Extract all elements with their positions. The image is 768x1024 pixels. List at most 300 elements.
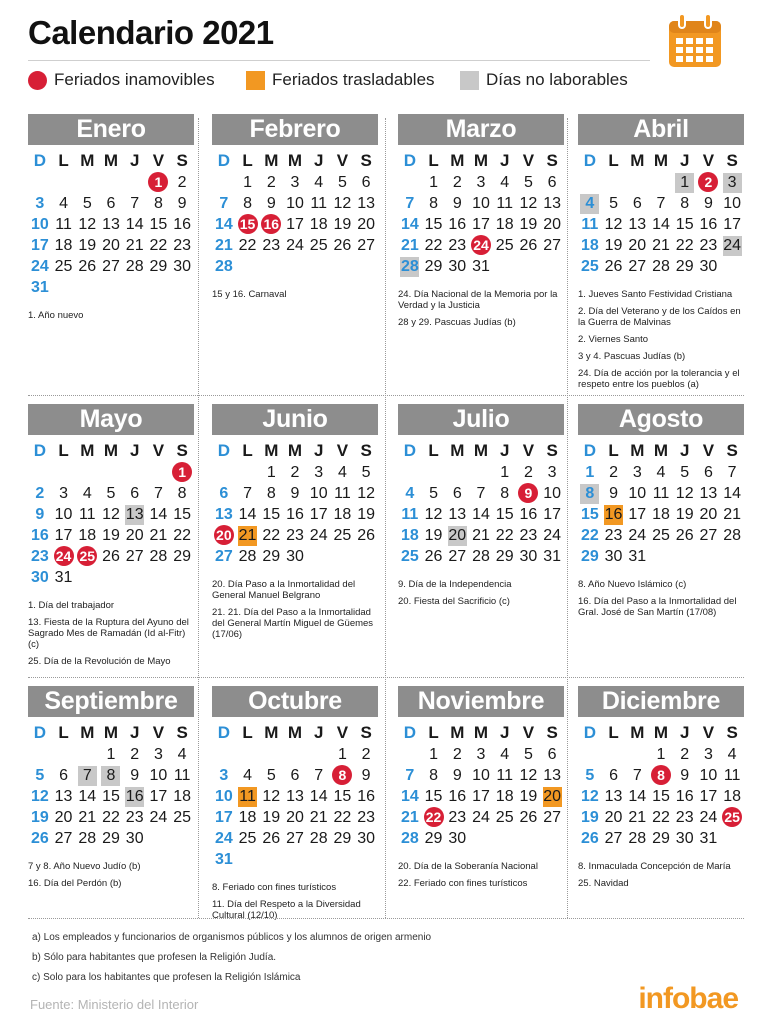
day-cell: 23: [448, 809, 467, 826]
day-cell: 18: [400, 527, 419, 544]
day-cell: 11: [334, 485, 351, 502]
holiday-notes: [578, 861, 744, 889]
day-cell: 24: [309, 527, 328, 544]
day-cell: 20: [543, 788, 562, 805]
day-cell: 29: [580, 548, 599, 565]
empty-day-cell: [422, 462, 446, 483]
day-cell: 20: [699, 506, 718, 523]
month-title: Marzo: [398, 114, 564, 145]
day-cell: 6: [219, 485, 229, 502]
day-cell: 26: [675, 527, 694, 544]
day-cell: 30: [699, 258, 718, 275]
weekday-label: J: [313, 723, 324, 742]
weekday-label: S: [546, 723, 558, 742]
weekday-label: M: [450, 151, 465, 170]
empty-day-cell: [52, 462, 76, 483]
day-cell: 9: [609, 485, 619, 502]
day-cell: 13: [125, 506, 144, 523]
day-cell: 9: [266, 195, 276, 212]
day-cell: 15: [262, 506, 281, 523]
month-title: Mayo: [28, 404, 194, 435]
day-cell: 14: [238, 506, 257, 523]
empty-day-cell: [517, 828, 541, 849]
empty-day-cell: [720, 828, 744, 849]
day-cell: 5: [106, 485, 116, 502]
day-cell: 28: [214, 258, 233, 275]
holiday-note: 8. Año Nuevo Islámico (c): [578, 579, 687, 590]
day-cell: 22: [149, 237, 168, 254]
holiday-notes: [398, 579, 564, 607]
column-divider: [198, 118, 199, 918]
day-cell: 7: [153, 485, 163, 502]
week-row: [28, 807, 194, 828]
day-cell: 10: [699, 767, 718, 784]
empty-day-cell: [307, 849, 331, 870]
empty-day-cell: [236, 256, 260, 277]
day-cell: 31: [699, 830, 718, 847]
day-cell: 4: [727, 746, 737, 763]
day-cell: 24: [472, 809, 490, 826]
day-cell: 23: [286, 527, 304, 544]
weekday-label: M: [264, 441, 279, 460]
day-cell: 23: [604, 527, 623, 544]
empty-day-cell: [170, 277, 194, 298]
day-cell: 15: [236, 214, 260, 235]
week-row: [578, 786, 744, 807]
weekday-label: D: [217, 723, 230, 742]
holiday-note: 24. Día de acción por la tolerancia y el respeto entre los pueblos (a): [578, 368, 740, 390]
day-cell: 27: [357, 237, 376, 254]
day-cell: 20: [543, 216, 562, 233]
week-row: [398, 256, 564, 277]
empty-day-cell: [697, 546, 721, 567]
calendar-icon: [664, 10, 726, 72]
weekday-label: S: [176, 151, 188, 170]
weekday-label: J: [129, 441, 140, 460]
weekday-label: L: [608, 723, 619, 742]
day-cell: 3: [703, 746, 713, 763]
weekday-label: D: [33, 151, 46, 170]
weekday-label: L: [608, 151, 619, 170]
day-cell: 3: [219, 767, 229, 784]
empty-day-cell: [212, 462, 236, 483]
day-cell: 16: [675, 788, 694, 805]
day-cell: 9: [130, 767, 140, 784]
day-cell: 29: [102, 830, 120, 847]
day-cell: 6: [106, 195, 116, 212]
day-cell: 28: [78, 830, 97, 847]
day-cell: 6: [59, 767, 69, 784]
week-row: [578, 462, 744, 483]
day-cell: 17: [543, 506, 562, 523]
weekday-label: S: [546, 151, 558, 170]
day-cell: 12: [78, 216, 97, 233]
day-cell: 19: [357, 506, 376, 523]
holiday-notes: [212, 882, 378, 921]
day-cell: 22: [238, 237, 257, 254]
empty-day-cell: [578, 172, 602, 193]
weekday-label: V: [152, 441, 165, 460]
legend-item-no-laborables: [460, 70, 628, 90]
week-row: [578, 744, 744, 765]
empty-day-cell: [75, 172, 99, 193]
day-cell: 24: [286, 237, 304, 254]
day-cell: 24: [149, 809, 168, 826]
day-cell: 6: [452, 485, 462, 502]
day-cell: 27: [286, 830, 304, 847]
holiday-note: 24. Día Nacional de la Memoria por la Verdad y la Justicia: [398, 289, 558, 311]
red-circle-swatch: [28, 71, 47, 90]
day-cell: 20: [604, 809, 623, 826]
day-cell: 24: [469, 235, 493, 256]
day-cell: 17: [723, 216, 742, 233]
weekday-header: [212, 440, 378, 462]
weekday-label: J: [313, 151, 324, 170]
day-cell: 30: [675, 830, 694, 847]
weekday-header: [578, 440, 744, 462]
weekday-label: D: [33, 723, 46, 742]
weekday-label: D: [217, 151, 230, 170]
day-cell: 31: [54, 569, 73, 586]
day-cell: 10: [309, 485, 328, 502]
holiday-note: 20. Día Paso a la Inmortalidad del General Manuel Belgrano: [212, 579, 356, 601]
day-cell: 21: [238, 527, 257, 544]
weekday-label: M: [103, 723, 119, 742]
empty-day-cell: [540, 256, 564, 277]
day-cell: 16: [286, 506, 304, 523]
day-cell: 24: [52, 546, 76, 567]
empty-day-cell: [445, 462, 469, 483]
holiday-notes: [398, 861, 564, 889]
day-cell: 1: [266, 464, 276, 481]
day-cell: 7: [243, 485, 253, 502]
empty-day-cell: [673, 546, 697, 567]
day-cell: 23: [125, 809, 144, 826]
day-cell: 21: [149, 527, 168, 544]
day-cell: 3: [547, 464, 557, 481]
week-row: [212, 807, 378, 828]
day-cell: 16: [448, 216, 467, 233]
empty-day-cell: [331, 256, 355, 277]
weekday-label: M: [80, 441, 95, 460]
weekday-label: M: [264, 151, 279, 170]
week-row: [212, 193, 378, 214]
day-cell: 3: [59, 485, 69, 502]
day-cell: 27: [604, 830, 623, 847]
day-cell: 12: [357, 485, 376, 502]
day-cell: 30: [286, 548, 304, 565]
day-cell: 4: [656, 464, 666, 481]
empty-day-cell: [625, 172, 649, 193]
weekday-label: S: [176, 441, 188, 460]
footnote: c) Solo para los habitantes que profesen la Religión Islámica: [32, 972, 301, 983]
day-cell: 25: [720, 807, 744, 828]
weekday-label: V: [702, 723, 715, 742]
day-cell: 21: [652, 237, 670, 254]
day-cell: 28: [628, 830, 647, 847]
weekday-label: V: [522, 441, 535, 460]
weekday-label: M: [450, 441, 465, 460]
day-cell: 2: [130, 746, 140, 763]
day-cell: 1: [429, 174, 439, 191]
day-cell: 19: [580, 809, 599, 826]
day-cell: 14: [78, 788, 97, 805]
empty-day-cell: [578, 744, 602, 765]
holiday-note: 9. Día de la Independencia: [398, 579, 512, 590]
day-cell: 6: [703, 464, 713, 481]
holiday-note: 16. Día del Paso a la Inmortalidad del Gral. José de San Martín (17/08): [578, 596, 737, 618]
empty-day-cell: [212, 172, 236, 193]
day-cell: 3: [290, 174, 300, 191]
weekday-label: J: [129, 151, 140, 170]
day-cell: 18: [495, 788, 514, 805]
weekday-label: M: [80, 723, 95, 742]
weekday-label: V: [336, 723, 349, 742]
day-cell: 9: [361, 767, 371, 784]
weekday-label: D: [403, 151, 416, 170]
day-cell: 31: [30, 279, 49, 296]
weekday-header: [212, 150, 378, 172]
empty-day-cell: [517, 256, 541, 277]
empty-day-cell: [147, 277, 171, 298]
weekday-label: L: [58, 723, 69, 742]
weekday-label: M: [287, 441, 303, 460]
day-cell: 27: [543, 809, 562, 826]
day-cell: 27: [102, 258, 120, 275]
empty-day-cell: [398, 744, 422, 765]
day-cell: 9: [680, 767, 690, 784]
week-row: [398, 765, 564, 786]
week-row: [212, 483, 378, 504]
weekday-label: M: [630, 151, 645, 170]
day-cell: 13: [628, 216, 647, 233]
weekday-label: M: [653, 441, 669, 460]
day-cell: 23: [675, 809, 694, 826]
weekday-label: S: [176, 723, 188, 742]
day-cell: 10: [214, 788, 233, 805]
month-marzo: [398, 114, 564, 334]
week-row: [28, 546, 194, 567]
day-cell: 19: [333, 216, 352, 233]
day-cell: 24: [214, 830, 233, 847]
day-cell: 4: [59, 195, 69, 212]
empty-day-cell: [28, 462, 52, 483]
day-cell: 21: [723, 506, 742, 523]
day-cell: 14: [652, 216, 670, 233]
weekday-label: S: [546, 441, 558, 460]
day-cell: 5: [585, 767, 595, 784]
day-cell: 22: [495, 527, 514, 544]
week-row: [398, 235, 564, 256]
day-cell: 10: [472, 767, 490, 784]
week-row: [398, 214, 564, 235]
holiday-notes: [28, 310, 194, 321]
empty-day-cell: [649, 546, 673, 567]
day-cell: 26: [262, 830, 281, 847]
weekday-label: V: [702, 151, 715, 170]
empty-day-cell: [28, 744, 52, 765]
weekday-label: M: [287, 151, 303, 170]
day-cell: 14: [125, 216, 144, 233]
day-cell: 16: [173, 216, 192, 233]
holiday-note: 2. Día del Veterano y de los Caídos en la Guerra de Malvinas: [578, 306, 741, 328]
day-cell: 11: [652, 485, 670, 502]
day-cell: 3: [476, 174, 486, 191]
day-cell: 26: [30, 830, 49, 847]
day-cell: 26: [78, 258, 97, 275]
orange-square-swatch: [246, 71, 265, 90]
day-cell: 15: [495, 506, 514, 523]
day-cell: 9: [452, 195, 462, 212]
day-cell: 30: [173, 258, 192, 275]
month-abril: [578, 114, 744, 396]
day-cell: 18: [54, 237, 73, 254]
day-cell: 5: [680, 464, 690, 481]
day-cell: 23: [448, 237, 467, 254]
holiday-note: 2. Viernes Santo: [578, 334, 649, 345]
holiday-notes: [28, 861, 194, 889]
day-cell: 15: [580, 506, 599, 523]
empty-day-cell: [99, 567, 123, 588]
day-cell: 9: [177, 195, 187, 212]
day-cell: 10: [543, 485, 562, 502]
day-cell: 31: [472, 258, 490, 275]
week-row: [578, 765, 744, 786]
day-cell: 2: [290, 464, 300, 481]
day-cell: 6: [609, 767, 619, 784]
week-row: [212, 172, 378, 193]
page-title: Calendario 2021: [28, 14, 274, 51]
day-cell: 17: [286, 216, 304, 233]
empty-day-cell: [236, 462, 260, 483]
day-cell: 31: [628, 548, 647, 565]
day-cell: 17: [699, 788, 718, 805]
legend-label: Feriados trasladables: [272, 70, 435, 89]
day-cell: 12: [519, 767, 538, 784]
week-row: [212, 525, 378, 546]
day-cell: 25: [495, 237, 514, 254]
week-row: [398, 193, 564, 214]
day-cell: 12: [604, 216, 623, 233]
week-row: [212, 504, 378, 525]
legend-item-inamovibles: [28, 70, 215, 90]
day-cell: 7: [219, 195, 229, 212]
holiday-note: 22. Feriado con fines turísticos: [398, 878, 528, 889]
empty-day-cell: [398, 462, 422, 483]
weekday-label: J: [499, 151, 510, 170]
row-divider: [28, 918, 744, 919]
weekday-label: D: [583, 151, 596, 170]
column-divider: [567, 118, 568, 918]
day-cell: 29: [149, 258, 168, 275]
day-cell: 4: [314, 174, 324, 191]
day-cell: 17: [54, 527, 73, 544]
day-cell: 11: [310, 195, 327, 212]
source-credit: Fuente: Ministerio del Interior: [30, 997, 199, 1012]
weekday-label: L: [242, 441, 253, 460]
empty-day-cell: [236, 849, 260, 870]
day-cell: 21: [628, 809, 647, 826]
day-cell: 19: [675, 506, 694, 523]
day-cell: 30: [519, 548, 538, 565]
day-cell: 2: [266, 174, 276, 191]
weekday-label: M: [103, 151, 119, 170]
day-cell: 7: [405, 195, 415, 212]
day-cell: 27: [543, 237, 562, 254]
month-julio: [398, 404, 564, 613]
weekday-label: M: [80, 151, 95, 170]
day-cell: 15: [333, 788, 352, 805]
day-cell: 7: [727, 464, 737, 481]
empty-day-cell: [52, 744, 76, 765]
day-cell: 20: [125, 527, 144, 544]
day-cell: 9: [703, 195, 713, 212]
week-row: [28, 277, 194, 298]
day-cell: 26: [519, 809, 538, 826]
weekday-header: [578, 722, 744, 744]
empty-day-cell: [283, 256, 307, 277]
day-cell: 8: [680, 195, 690, 212]
weekday-header: [28, 722, 194, 744]
day-cell: 23: [262, 237, 281, 254]
day-cell: 8: [500, 485, 510, 502]
day-cell: 12: [102, 506, 120, 523]
day-cell: 22: [424, 237, 443, 254]
day-cell: 3: [720, 172, 744, 193]
month-title: Septiembre: [28, 686, 194, 717]
day-cell: 12: [580, 788, 599, 805]
weekday-label: D: [583, 441, 596, 460]
month-febrero: [212, 114, 378, 306]
weekday-label: L: [242, 151, 253, 170]
legend-label: Días no laborables: [486, 70, 628, 89]
month-title: Febrero: [212, 114, 378, 145]
day-cell: 14: [214, 216, 233, 233]
holiday-note: 1. Jueves Santo Festividad Cristiana: [578, 289, 733, 300]
week-row: [398, 546, 564, 567]
day-cell: 8: [649, 765, 673, 786]
weekday-label: D: [583, 723, 596, 742]
day-cell: 12: [519, 195, 538, 212]
weekday-header: [398, 722, 564, 744]
weekday-label: M: [473, 723, 489, 742]
empty-day-cell: [283, 744, 307, 765]
empty-day-cell: [75, 567, 99, 588]
day-cell: 11: [401, 506, 419, 523]
month-title: Julio: [398, 404, 564, 435]
day-cell: 29: [652, 830, 670, 847]
holiday-note: 25. Día de la Revolución de Mayo: [28, 656, 171, 667]
holiday-note: 3 y 4. Pascuas Judías (b): [578, 351, 686, 362]
day-cell: 28: [238, 548, 257, 565]
day-cell: 30: [448, 830, 467, 847]
weekday-label: M: [653, 151, 669, 170]
day-cell: 1: [106, 746, 116, 763]
day-cell: 24: [628, 527, 647, 544]
day-cell: 21: [472, 527, 490, 544]
day-cell: 18: [495, 216, 514, 233]
holiday-note: 25. Navidad: [578, 878, 629, 889]
day-cell: 1: [147, 172, 171, 193]
week-row: [28, 525, 194, 546]
day-cell: 13: [543, 195, 562, 212]
weekday-header: [398, 150, 564, 172]
day-cell: 28: [125, 258, 144, 275]
day-cell: 25: [652, 527, 670, 544]
empty-day-cell: [75, 277, 99, 298]
day-cell: 4: [405, 485, 415, 502]
empty-day-cell: [307, 546, 331, 567]
